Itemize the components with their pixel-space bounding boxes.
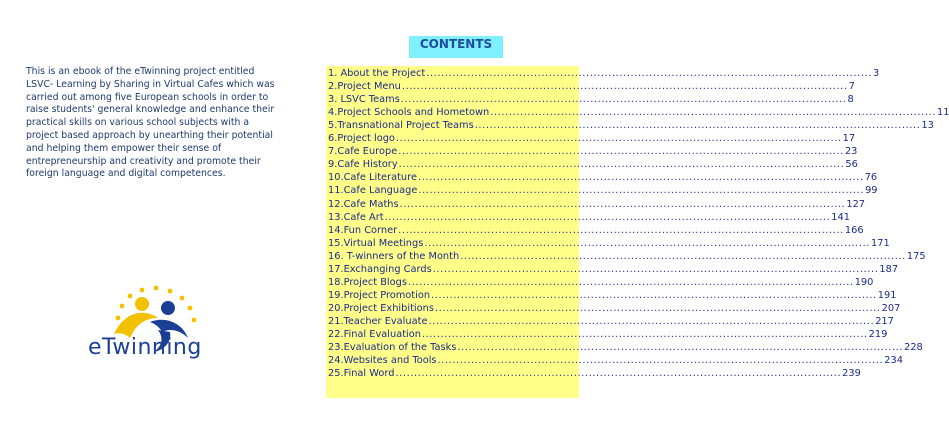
toc-entry-label: 2.Project Menu [328,81,401,93]
toc-entry-label: 17.Exchanging Cards [328,263,432,275]
toc-entry [328,120,934,133]
toc-entry [328,315,894,329]
toc-dot-leader: ........................................................................................................................ [424,237,871,249]
toc-dot-leader: ........................................................................................................................ [432,263,879,275]
toc-entry-page: 228 [904,342,923,354]
toc-entry-page: 175 [906,250,926,262]
toc-dot-leader: ........................................................................................................................ [418,185,865,197]
toc-entry-page: 239 [842,368,861,380]
toc-entry-page: 13 [921,120,934,132]
toc-entry [328,250,926,264]
toc-entry-page: 191 [877,289,897,301]
toc-entry-page: 207 [881,302,901,314]
toc-entry-label: 13.Cafe Art [328,211,384,223]
toc-entry [328,355,903,368]
toc-entry-page: 76 [864,172,878,184]
toc-entry [328,94,854,107]
toc-entry-page: 23 [844,146,858,158]
toc-entry-label: 3. LSVC Teams [328,94,400,106]
toc-entry-page: 187 [879,263,899,275]
toc-entry-page: 141 [831,211,850,223]
toc-entry [328,146,858,159]
toc-dot-leader: ........................................................................................................................ [426,68,872,79]
toc-entry-page: 127 [846,198,866,210]
toc-entry [328,68,880,81]
toc-entry-page: 234 [884,355,903,367]
toc-dot-leader: ........................................................................................................................ [407,276,854,288]
toc-entry-page: 11 [936,107,949,119]
toc-entry-label: 5.Transnational Project Teams [328,120,474,132]
toc-dot-leader: ........................................................................................................................ [421,329,868,340]
toc-dot-leader: ........................................................................................................................ [398,146,844,158]
intro-paragraph: This is an ebook of the eTwinning project entitled LSVC- Learning by Sharing in Virtual Cafes which was carried out among five European schools in order to raise students' general knowledge and enhance their practical skills on various school subjects with a project based approach by unearthing their potential and helping them empower their sense of entrepreneurship and creativity and promote their foreign language and digital competences. [26,66,275,180]
toc-entry-label: 9.Cafe History [328,159,398,171]
toc-entry [328,172,878,185]
toc-entry-label: 20.Project Exhibitions [328,302,434,314]
toc-entry [328,289,897,303]
toc-entry-page: 56 [845,159,858,171]
toc-dot-leader: ........................................................................................................................ [490,107,936,119]
toc-entry-page: 166 [844,224,864,236]
toc-entry-label: 1. About the Project [328,68,426,79]
toc-entry-label: 23.Evaluation of the Tasks [328,342,457,354]
toc-dot-leader: ........................................................................................................................ [398,224,844,236]
toc-dot-leader: ........................................................................................................................ [395,368,842,380]
contents-title: CONTENTS [409,36,503,58]
toc-entry-label: 14.Fun Corner [328,224,398,236]
toc-dot-leader: ........................................................................................................................ [384,211,831,223]
table-of-contents [326,66,949,398]
toc-dot-leader: ........................................................................................................................ [437,355,884,367]
toc-entry [328,185,878,198]
toc-entry-page: 17 [842,133,856,145]
toc-entry-label: 22.Final Evaluation [328,329,421,340]
toc-entry-page: 217 [875,315,894,327]
toc-entry-label: 19.Project Promotion [328,289,431,301]
toc-dot-leader: ........................................................................................................................ [400,94,847,106]
toc-entry-label: 6.Project logo [328,133,395,145]
toc-entry-page: 99 [865,185,878,197]
toc-dot-leader: ........................................................................................................................ [428,315,875,327]
toc-entry [328,368,861,381]
toc-entry-label: 11.Cafe Language [328,185,418,197]
toc-entry [328,302,901,316]
toc-dot-leader: ........................................................................................................................ [398,159,845,171]
toc-entry-page: 3 [872,68,880,79]
toc-entry-page: 8 [847,94,854,106]
toc-entry-label: 7.Cafe Europe [328,146,398,158]
toc-dot-leader: ........................................................................................................................ [401,81,848,93]
toc-entry [328,107,949,120]
toc-dot-leader: ........................................................................................................................ [418,172,864,184]
toc-entry [328,224,864,238]
etwinning-wordmark: eTwinning [88,335,202,360]
toc-entry-page: 171 [871,237,890,249]
toc-dot-leader: ........................................................................................................................ [395,133,842,145]
toc-entry [328,276,874,290]
toc-entry [328,329,888,342]
toc-entry-page: 219 [868,329,888,340]
toc-entry [328,81,855,94]
toc-dot-leader: ........................................................................................................................ [399,198,846,210]
toc-entry [328,237,890,251]
toc-entry-label: 21.Teacher Evaluate [328,315,428,327]
toc-entry [328,211,850,225]
toc-entry-label: 12.Cafe Maths [328,198,399,210]
toc-entry-label: 15.Virtual Meetings [328,237,424,249]
toc-entry-label: 24.Websites and Tools [328,355,437,367]
toc-dot-leader: ........................................................................................................................ [457,342,904,354]
toc-entry-page: 7 [848,81,855,93]
toc-entry [328,263,899,277]
toc-entry-label: 4.Project Schools and Hometown [328,107,490,119]
toc-entry-label: 16. T-winners of the Month [328,250,460,262]
toc-entry-label: 18.Project Blogs [328,276,407,288]
toc-entry [328,159,858,172]
toc-entry-label: 25.Final Word [328,368,395,380]
toc-entry [328,198,866,212]
toc-dot-leader: ........................................................................................................................ [460,250,906,262]
toc-entry [328,342,923,355]
toc-dot-leader: ........................................................................................................................ [431,289,877,301]
toc-entry-page: 190 [854,276,874,288]
toc-entry-label: 10.Cafe Literature [328,172,417,184]
toc-entry [328,133,856,146]
toc-dot-leader: ........................................................................................................................ [474,120,921,132]
toc-dot-leader: ........................................................................................................................ [434,302,881,314]
